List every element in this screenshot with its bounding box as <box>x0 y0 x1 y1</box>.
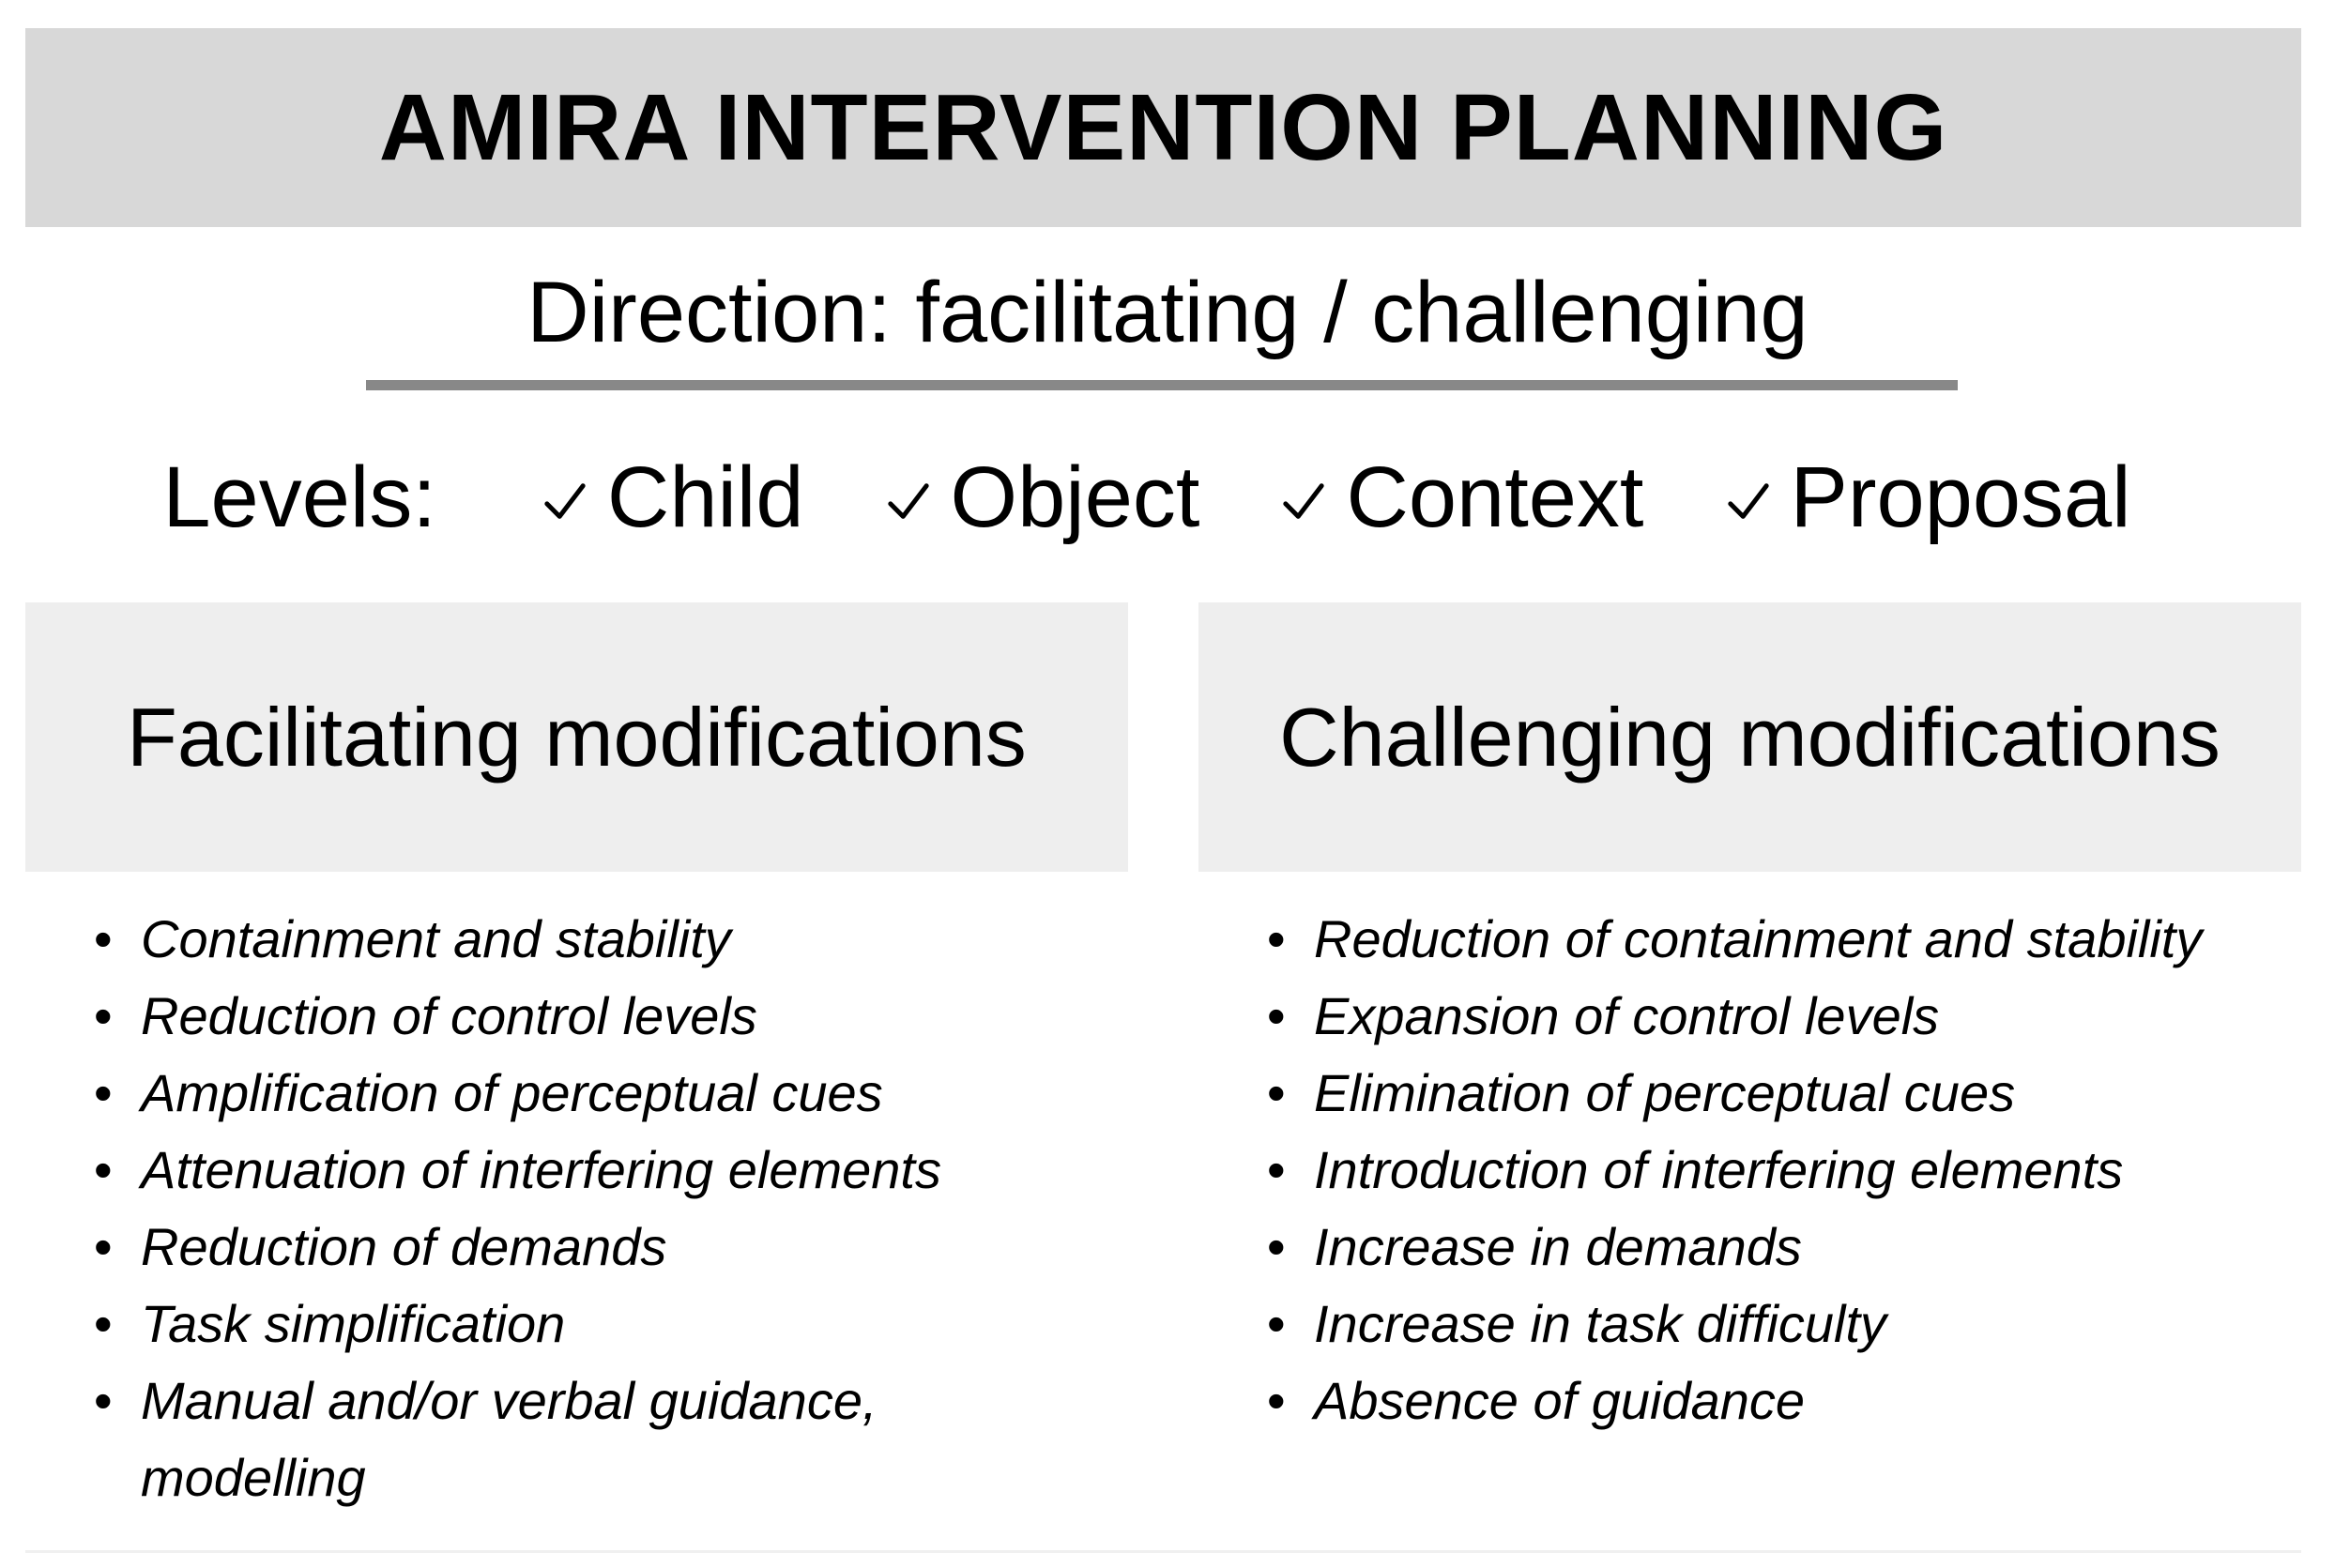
facilitating-heading: Facilitating modifications <box>127 690 1027 784</box>
level-label: Proposal <box>1790 449 2131 545</box>
challenging-heading: Challenging modifications <box>1279 690 2221 784</box>
bullet-icon: • <box>1267 1063 1286 1122</box>
bullet-icon: • <box>1267 909 1286 968</box>
levels-row <box>0 436 2335 558</box>
list-item: • Amplification of perceptual cues <box>94 1055 1107 1132</box>
facilitating-list <box>94 901 1107 1516</box>
list-item: • Reduction of demands <box>94 1209 1107 1286</box>
page-title: AMIRA INTERVENTION PLANNING <box>378 74 1948 180</box>
checkmark-icon <box>543 480 587 524</box>
title-banner <box>25 28 2301 227</box>
level-item-child <box>543 449 804 547</box>
level-label: Child <box>606 449 804 545</box>
level-item-proposal <box>1727 449 2131 547</box>
list-item: • Containment and stability <box>94 901 1107 978</box>
list-item: • Task simplification <box>94 1286 1107 1362</box>
list-item: • Manual and/or verbal guidance, modelling <box>94 1362 1107 1516</box>
bullet-icon: • <box>1267 986 1286 1045</box>
level-label: Object <box>950 449 1200 545</box>
checkmark-icon <box>887 480 930 524</box>
bullet-icon: • <box>94 986 113 1045</box>
bullet-icon: • <box>94 1063 113 1122</box>
bullet-icon: • <box>1267 1217 1286 1276</box>
challenging-panel-header <box>1198 602 2301 872</box>
checkmark-icon <box>1727 480 1770 524</box>
bottom-divider <box>25 1550 2301 1553</box>
list-item: • Increase in task difficulty <box>1267 1286 2281 1362</box>
bullet-icon: • <box>94 1217 113 1276</box>
list-item: • Reduction of control levels <box>94 978 1107 1055</box>
list-item: • Expansion of control levels <box>1267 978 2281 1055</box>
direction-heading: Direction: facilitating / challenging <box>527 265 1808 360</box>
bullet-icon: • <box>94 1140 113 1199</box>
list-item: • Reduction of containment and stability <box>1267 901 2281 978</box>
bullet-icon: • <box>94 909 113 968</box>
challenging-list <box>1267 901 2281 1439</box>
levels-label: Levels: <box>162 449 436 545</box>
level-item-context <box>1282 449 1643 547</box>
bullet-icon: • <box>94 1371 113 1430</box>
facilitating-panel-header <box>25 602 1128 872</box>
level-item-object <box>887 449 1200 547</box>
bullet-icon: • <box>1267 1371 1286 1430</box>
bullet-icon: • <box>94 1294 113 1353</box>
direction-divider <box>366 380 1958 390</box>
list-item: • Elimination of perceptual cues <box>1267 1055 2281 1132</box>
checkmark-icon <box>1282 480 1325 524</box>
list-item: • Attenuation of interfering elements <box>94 1132 1107 1209</box>
level-label: Context <box>1346 449 1644 545</box>
list-item: • Increase in demands <box>1267 1209 2281 1286</box>
list-item: • Absence of guidance <box>1267 1362 2281 1439</box>
bullet-icon: • <box>1267 1294 1286 1353</box>
bullet-icon: • <box>1267 1140 1286 1199</box>
list-item: • Introduction of interfering elements <box>1267 1132 2281 1209</box>
